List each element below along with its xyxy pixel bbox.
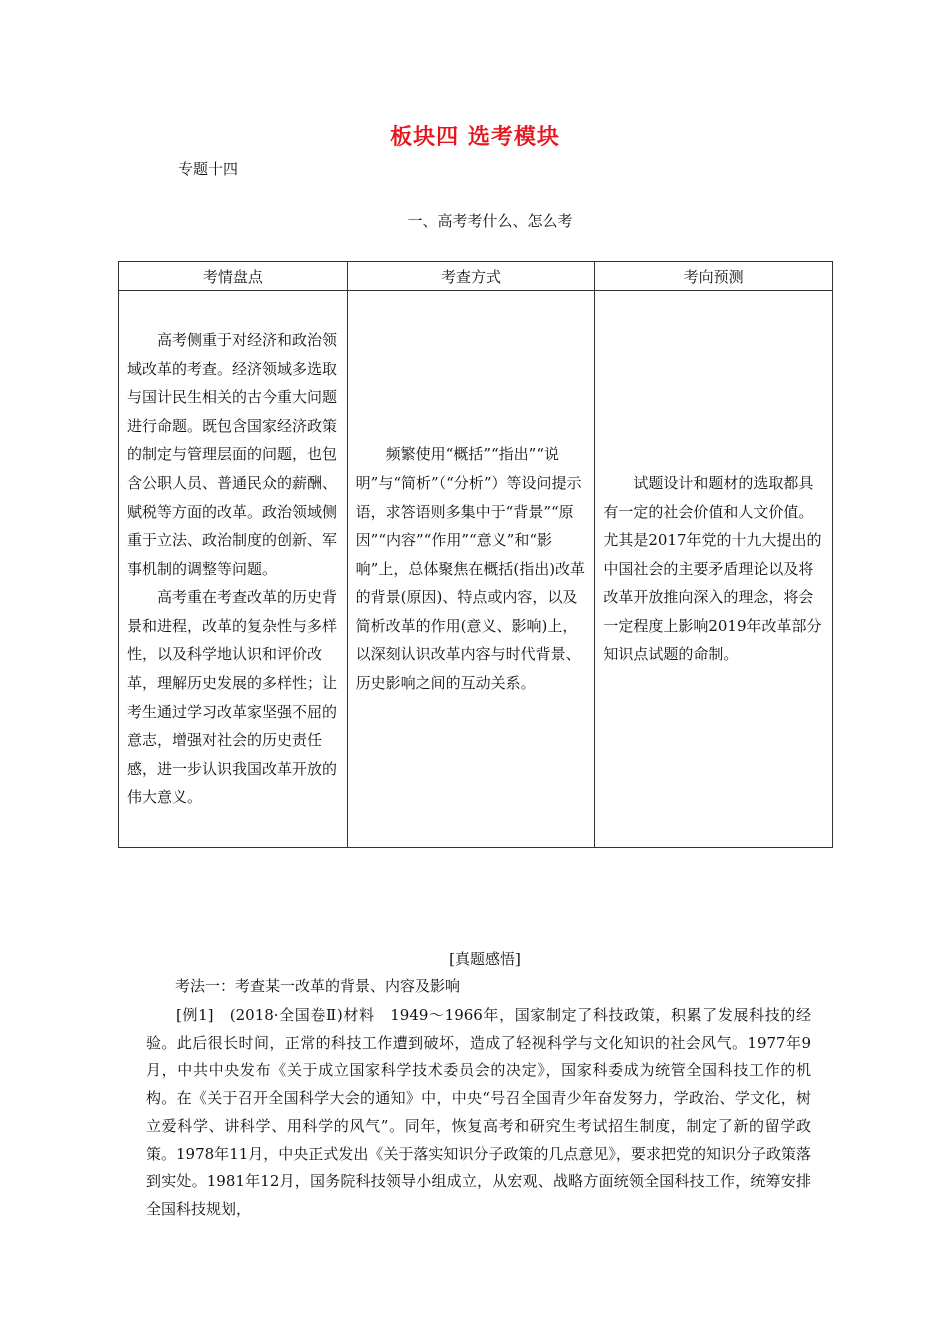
section-heading: 一、高考考什么、怎么考 bbox=[407, 212, 573, 230]
exam-analysis-table bbox=[118, 261, 833, 848]
table-row bbox=[119, 291, 833, 848]
situation-paragraph-1: 高考侧重于对经济和政治领域改革的考查。经济领域多选取与国计民生相关的古今重大问题进行命题。既包含国家经济政策的制定与管理层面的问题，也包含公职人员、普通民众的薪酬、赋税等方面的改革。政治领域侧重于立法、政治制度的创新、军事机制的调整等问题。 bbox=[127, 330, 338, 578]
header-exam-method: 考查方式 bbox=[347, 262, 595, 291]
method-text: 频繁使用“概括”“指出”“说明”与“简析”（“分析”）等设问提示语，求答语则多集中于“背景”“原因”“内容”“作用”“意义”和“影响”上，总体聚焦在概括(指出)改革的背景(原因)、特点或内容，以及简析改革的作用(意义、影响)上，以深刻认识改革内容与时代背景、历史影响之间的互动关系。 bbox=[355, 445, 586, 693]
topic-label: 专题十四 bbox=[178, 160, 239, 178]
cell-exam-method bbox=[347, 291, 595, 848]
forecast-text: 试题设计和题材的选取都具有一定的社会价值和人文价值。尤其是2017年党的十九大提出的中国社会的主要矛盾理论以及将改革开放推向深入的理念，将会一定程度上影响2019年改革部分知识点试题的命制。 bbox=[603, 473, 822, 664]
example-block bbox=[146, 1002, 811, 1224]
method-heading: 考法一：考查某一改革的背景、内容及影响 bbox=[175, 977, 461, 995]
example-text: [例1] (2018·全国卷Ⅱ)材料 1949～1966年，国家制定了科技政策，积累了发展科技的经验。此后很长时间，正常的科技工作遭到破坏，造成了轻视科学与文化知识的社会风气。1977年9月，中共中央发布《关于成立国家科学技术委员会的决定》，国家科委成为统管全国科技工作的机构。在《关于召开全国科学大会的通知》中，中央“号召全国青少年奋发努力，学政治、学文化，树立爱科学、讲科学、用科学的风气”。同年，恢复高考和研究生考试招生制度，制定了新的留学政策。1978年11月，中央正式发出《关于落实知识分子政策的几点意见》，要求把党的知识分子政策落到实处。1981年12月，国务院科技领导小组成立，从宏观、战略方面统领全国科技工作，统筹安排全国科技规划， bbox=[146, 1006, 811, 1218]
cell-exam-forecast bbox=[595, 291, 833, 848]
situation-paragraph-2: 高考重在考查改革的历史背景和进程，改革的复杂性与多样性，以及科学地认识和评价改革，理解历史发展的多样性；让考生通过学习改革家坚强不屈的意志，增强对社会的历史责任感，进一步认识我国改革开放的伟大意义。 bbox=[127, 588, 338, 807]
cell-exam-situation bbox=[119, 291, 348, 848]
page-title: 板块四 选考模块 bbox=[390, 125, 560, 150]
header-exam-forecast: 考向预测 bbox=[595, 262, 833, 291]
header-exam-situation: 考情盘点 bbox=[119, 262, 348, 291]
table-header-row bbox=[119, 262, 833, 291]
zhenti-label: [真题感悟] bbox=[449, 950, 521, 968]
